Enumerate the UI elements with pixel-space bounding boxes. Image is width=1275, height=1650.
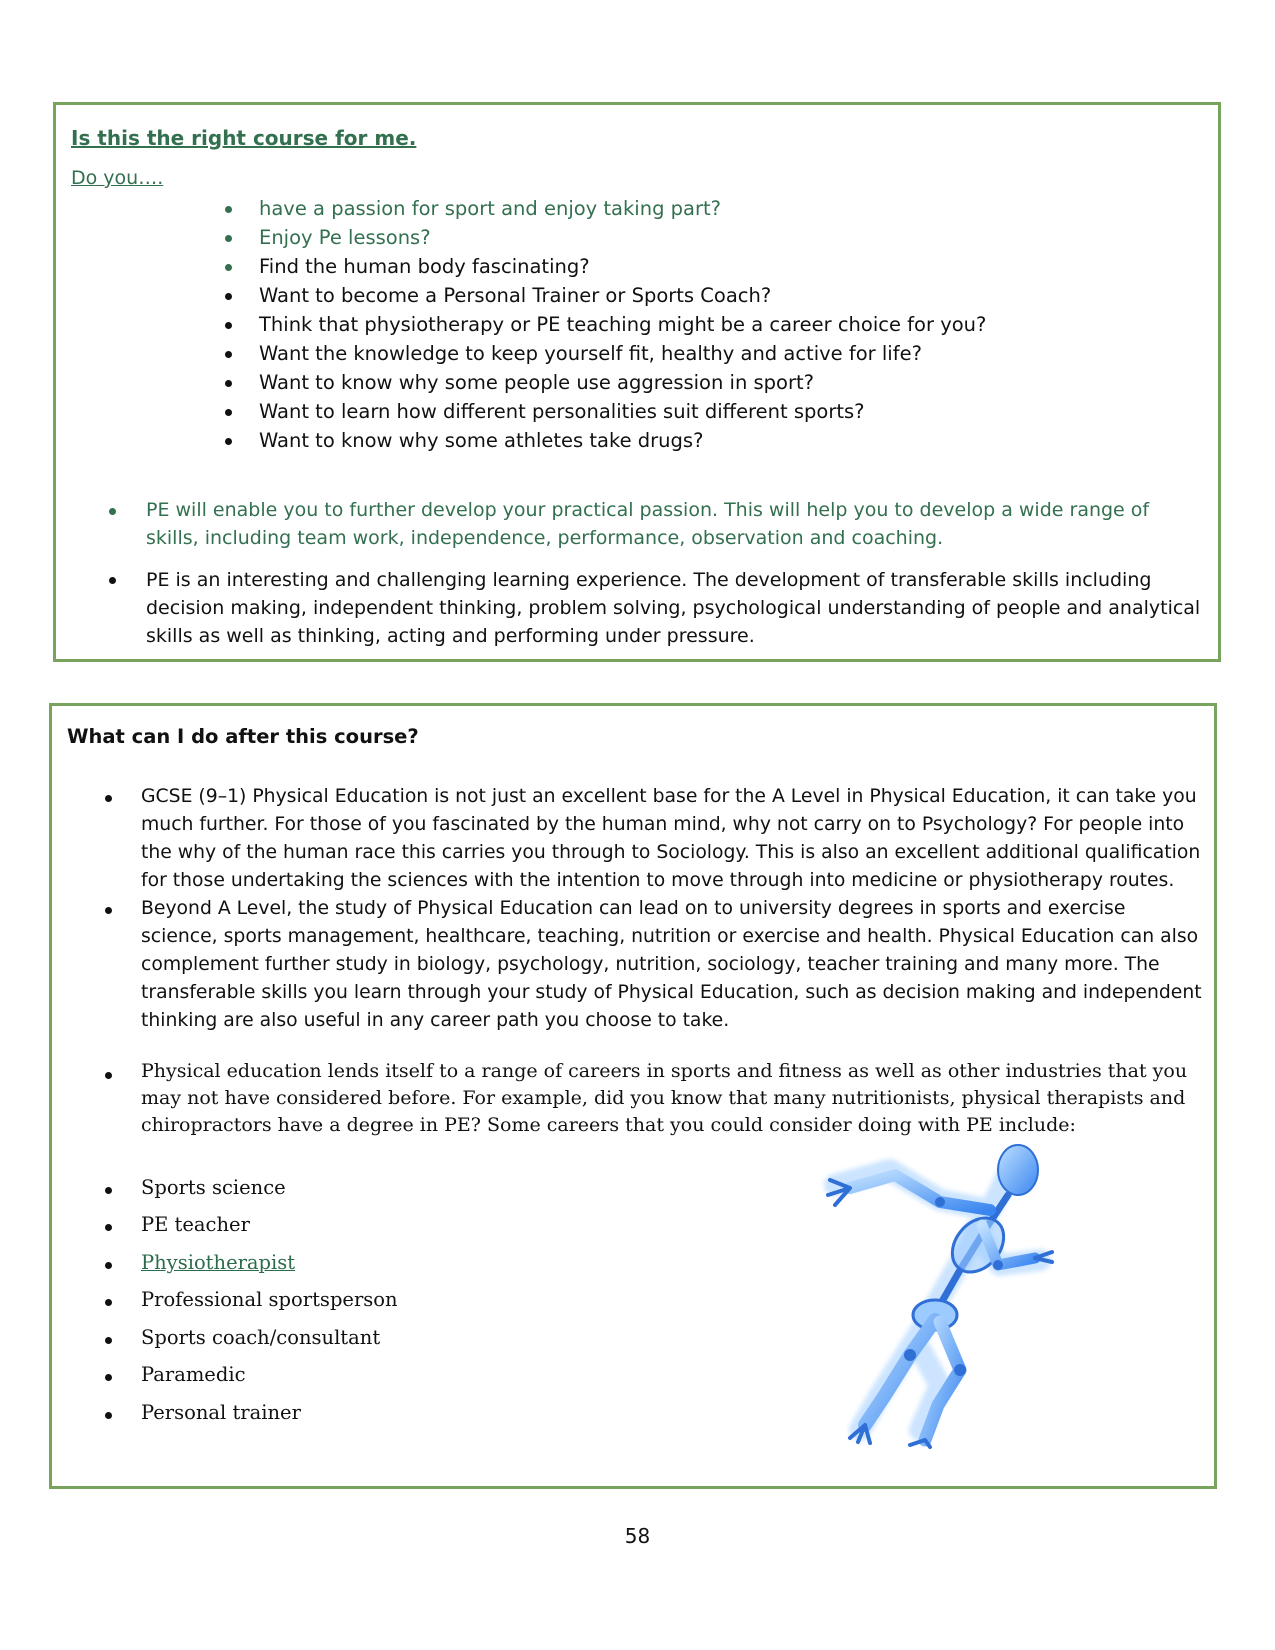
bullet-icon xyxy=(225,293,232,300)
list-item: Want to know why some people use aggression in sport? xyxy=(259,371,814,394)
bullet-icon xyxy=(105,907,112,914)
section1-paragraph-1: PE will enable you to further develop your practical passion. This will help you to develop a wide range of skills, including team work, independence, performance, observation and coaching. xyxy=(146,499,1150,549)
list-item: Professional sportsperson xyxy=(141,1288,398,1311)
list-item: Want to become a Personal Trainer or Sports Coach? xyxy=(259,284,772,307)
section1-heading: Is this the right course for me. xyxy=(71,126,417,150)
physiotherapist-link[interactable]: Physiotherapist xyxy=(141,1251,296,1274)
running-skeleton-image xyxy=(790,1140,1060,1450)
bullet-icon xyxy=(105,1072,112,1079)
bullet-icon xyxy=(105,1187,112,1194)
list-item: Want to know why some athletes take drugs? xyxy=(259,429,704,452)
bullet-icon xyxy=(105,1262,112,1269)
bullet-icon xyxy=(225,409,232,416)
bullet-icon xyxy=(105,1374,112,1381)
page-number: 58 xyxy=(624,1524,651,1548)
bullet-icon xyxy=(225,322,232,329)
bullet-icon xyxy=(225,351,232,358)
list-item: PE teacher xyxy=(141,1213,250,1236)
list-item: Want the knowledge to keep yourself fit, healthy and active for life? xyxy=(259,342,922,365)
list-item: Enjoy Pe lessons? xyxy=(259,226,431,249)
list-item: Think that physiotherapy or PE teaching might be a career choice for you? xyxy=(259,313,987,336)
bullet-icon xyxy=(105,1337,112,1344)
bullet-icon xyxy=(225,235,232,242)
section1-intro: Do you…. xyxy=(71,167,164,189)
bullet-icon xyxy=(109,508,116,515)
section2-paragraph-2: Beyond A Level, the study of Physical Education can lead on to university degrees in sports and exercise science, sports management, healthcare, teaching, nutrition or exercise and health. Physical Education can also complement further study in biology, psychology, nutrition, sociology, teacher training and many more. The transferable skills you learn through your study of Physical Education, such as decision making and independent thinking are also useful in any career path you choose to take. xyxy=(141,898,1202,1031)
list-item: Paramedic xyxy=(141,1363,246,1386)
section1-paragraph-2: PE is an interesting and challenging learning experience. The development of transferable skills including decision making, independent thinking, problem solving, psychological understanding of people and analytical skills as well as thinking, acting and performing under pressure. xyxy=(146,569,1201,647)
bullet-icon xyxy=(105,795,112,802)
bullet-icon xyxy=(225,206,232,213)
list-item: Sports science xyxy=(141,1176,286,1199)
bullet-icon xyxy=(105,1412,112,1419)
list-item: have a passion for sport and enjoy taking part? xyxy=(259,197,721,220)
bullet-icon xyxy=(225,264,232,271)
list-item: Sports coach/consultant xyxy=(141,1326,381,1349)
bullet-icon xyxy=(225,438,232,445)
section2-heading: What can I do after this course? xyxy=(67,725,419,748)
section2-paragraph-3: Physical education lends itself to a range of careers in sports and fitness as well as other industries that you may not have considered before. For example, did you know that many nutritionists, physical therapists and chiropractors have a degree in PE? Some careers that you could consider doing with PE include: xyxy=(141,1060,1188,1136)
list-item: Personal trainer xyxy=(141,1401,301,1424)
list-item: Find the human body fascinating? xyxy=(259,255,590,278)
list-item: Want to learn how different personalities suit different sports? xyxy=(259,400,865,423)
section2-paragraph-1: GCSE (9–1) Physical Education is not just an excellent base for the A Level in Physical Education, it can take you much further. For those of you fascinated by the human mind, why not carry on to Psychology? For people into the why of the human race this carries you through to Sociology. This is also an excellent additional qualification for those undertaking the sciences with the intention to move through into medicine or physiotherapy routes. xyxy=(141,786,1201,891)
bullet-icon xyxy=(109,577,116,584)
bullet-icon xyxy=(225,380,232,387)
bullet-icon xyxy=(105,1224,112,1231)
bullet-icon xyxy=(105,1299,112,1306)
